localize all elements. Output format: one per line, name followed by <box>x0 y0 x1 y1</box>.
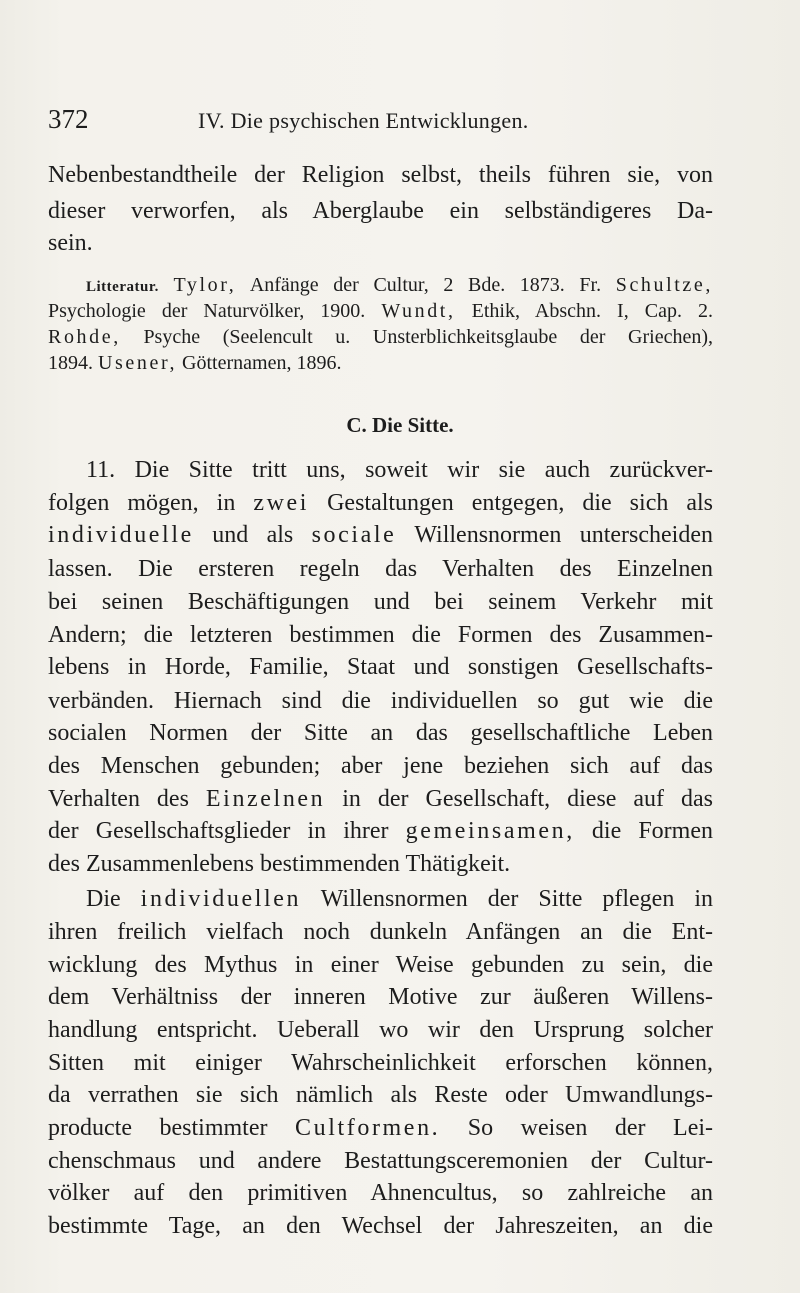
text-line: lassen. Die ersteren regeln das Verhalten des Einzelnen <box>48 556 713 582</box>
text-span: der Gesellschaftsglieder in ihrer <box>48 818 389 844</box>
text-span: in der Gesellschaft, diese auf das <box>342 786 714 812</box>
emphasis: sociale <box>311 522 397 548</box>
text-line: Nebenbestandtheile der Religion selbst, theils führen sie, von <box>48 162 713 188</box>
text-line <box>48 1113 713 1143</box>
literature-label: Litteratur. <box>86 279 159 295</box>
text-line: socialen Normen der Sitte an das gesellschaftliche Leben <box>48 720 713 746</box>
page-header <box>48 104 738 138</box>
citation-text: Fr. <box>579 274 602 296</box>
text-line: dem Verhältniss der inneren Motive zur äußeren Willens- <box>48 984 713 1010</box>
citation-text: 1894. <box>48 352 93 374</box>
text-span: producte bestimmter <box>48 1115 268 1141</box>
text-span: Gestaltungen entgegen, die sich als <box>327 490 714 516</box>
author-name: Tylor, <box>173 274 237 296</box>
citation-text: Anfänge der Cultur, 2 Bde. 1873. <box>249 274 565 296</box>
text-line: da verrathen sie sich nämlich als Reste oder Umwandlungs- <box>48 1082 713 1108</box>
text-line <box>86 884 713 914</box>
text-line: chenschmaus und andere Bestattungsceremonien der Cultur- <box>48 1148 713 1174</box>
text-line <box>48 816 713 846</box>
author-name: Wundt, <box>381 300 456 322</box>
emphasis: Cultformen. <box>295 1115 441 1141</box>
text-line: verbänden. Hiernach sind die individuellen so gut wie die <box>48 688 713 714</box>
text-line: völker auf den primitiven Ahnencultus, so zahlreiche an <box>48 1180 713 1206</box>
citation-text: Psyche (Seelencult u. Unsterblichkeitsglaube der Griechen), <box>143 326 713 348</box>
literature-line <box>48 350 713 376</box>
text-span: Die <box>86 886 121 912</box>
text-span: Verhalten des <box>48 786 189 812</box>
text-line: sein. <box>48 230 93 256</box>
text-span: Willensnormen der Sitte pflegen in <box>320 886 714 912</box>
literature-line <box>48 324 713 350</box>
text-span: folgen mögen, in <box>48 490 236 516</box>
text-line: handlung entspricht. Ueberall wo wir den Ursprung solcher <box>48 1017 713 1043</box>
text-line <box>48 520 713 550</box>
text-line <box>48 488 713 518</box>
literature-line <box>86 272 713 300</box>
emphasis: zwei <box>253 490 310 516</box>
author-name: Schultze, <box>615 274 713 296</box>
text-line: ihren freilich vielfach noch dunkeln Anfängen an die Ent- <box>48 919 713 945</box>
citation-text: Psychologie der Naturvölker, 1900. <box>48 300 366 322</box>
citation-text: Götternamen, 1896. <box>182 352 342 374</box>
emphasis: individuelle <box>48 522 194 548</box>
citation-text: Ethik, Abschn. I, Cap. 2. <box>471 300 713 322</box>
text-line: bestimmte Tage, an den Wechsel der Jahreszeiten, an die <box>48 1213 713 1239</box>
text-line: dieser verworfen, als Aberglaube ein selbständigeres Da- <box>48 198 713 224</box>
author-name: Rohde, <box>48 326 121 348</box>
text-span: und als <box>212 522 294 548</box>
text-line: 11. Die Sitte tritt uns, soweit wir sie auch zurückver- <box>86 457 713 483</box>
text-line: Sitten mit einiger Wahrscheinlichkeit erforschen können, <box>48 1050 713 1076</box>
running-head: IV. Die psychischen Entwicklungen. <box>198 108 529 133</box>
text-line: bei seinen Beschäftigungen und bei seinem Verkehr mit <box>48 589 713 615</box>
page-number: 372 <box>48 104 89 134</box>
text-span: die Formen <box>591 818 713 844</box>
text-line: lebens in Horde, Familie, Staat und sonstigen Gesellschafts- <box>48 654 713 680</box>
section-title: C. Die Sitte. <box>346 413 454 437</box>
text-span: So weisen der Lei- <box>467 1115 713 1141</box>
emphasis: Einzelnen <box>205 786 326 812</box>
text-line: des Zusammenlebens bestimmenden Thätigkeit. <box>48 851 511 877</box>
text-line: Andern; die letzteren bestimmen die Formen des Zusammen- <box>48 622 713 648</box>
text-line: des Menschen gebunden; aber jene beziehen sich auf das <box>48 753 713 779</box>
emphasis: gemeinsamen, <box>405 818 575 844</box>
author-name: Usener, <box>98 352 178 374</box>
text-span: Willensnormen unterscheiden <box>414 522 713 548</box>
emphasis: individuellen <box>140 886 302 912</box>
text-line <box>48 784 713 814</box>
text-line: wicklung des Mythus in einer Weise gebunden zu sein, die <box>48 952 713 978</box>
literature-line <box>48 298 713 324</box>
